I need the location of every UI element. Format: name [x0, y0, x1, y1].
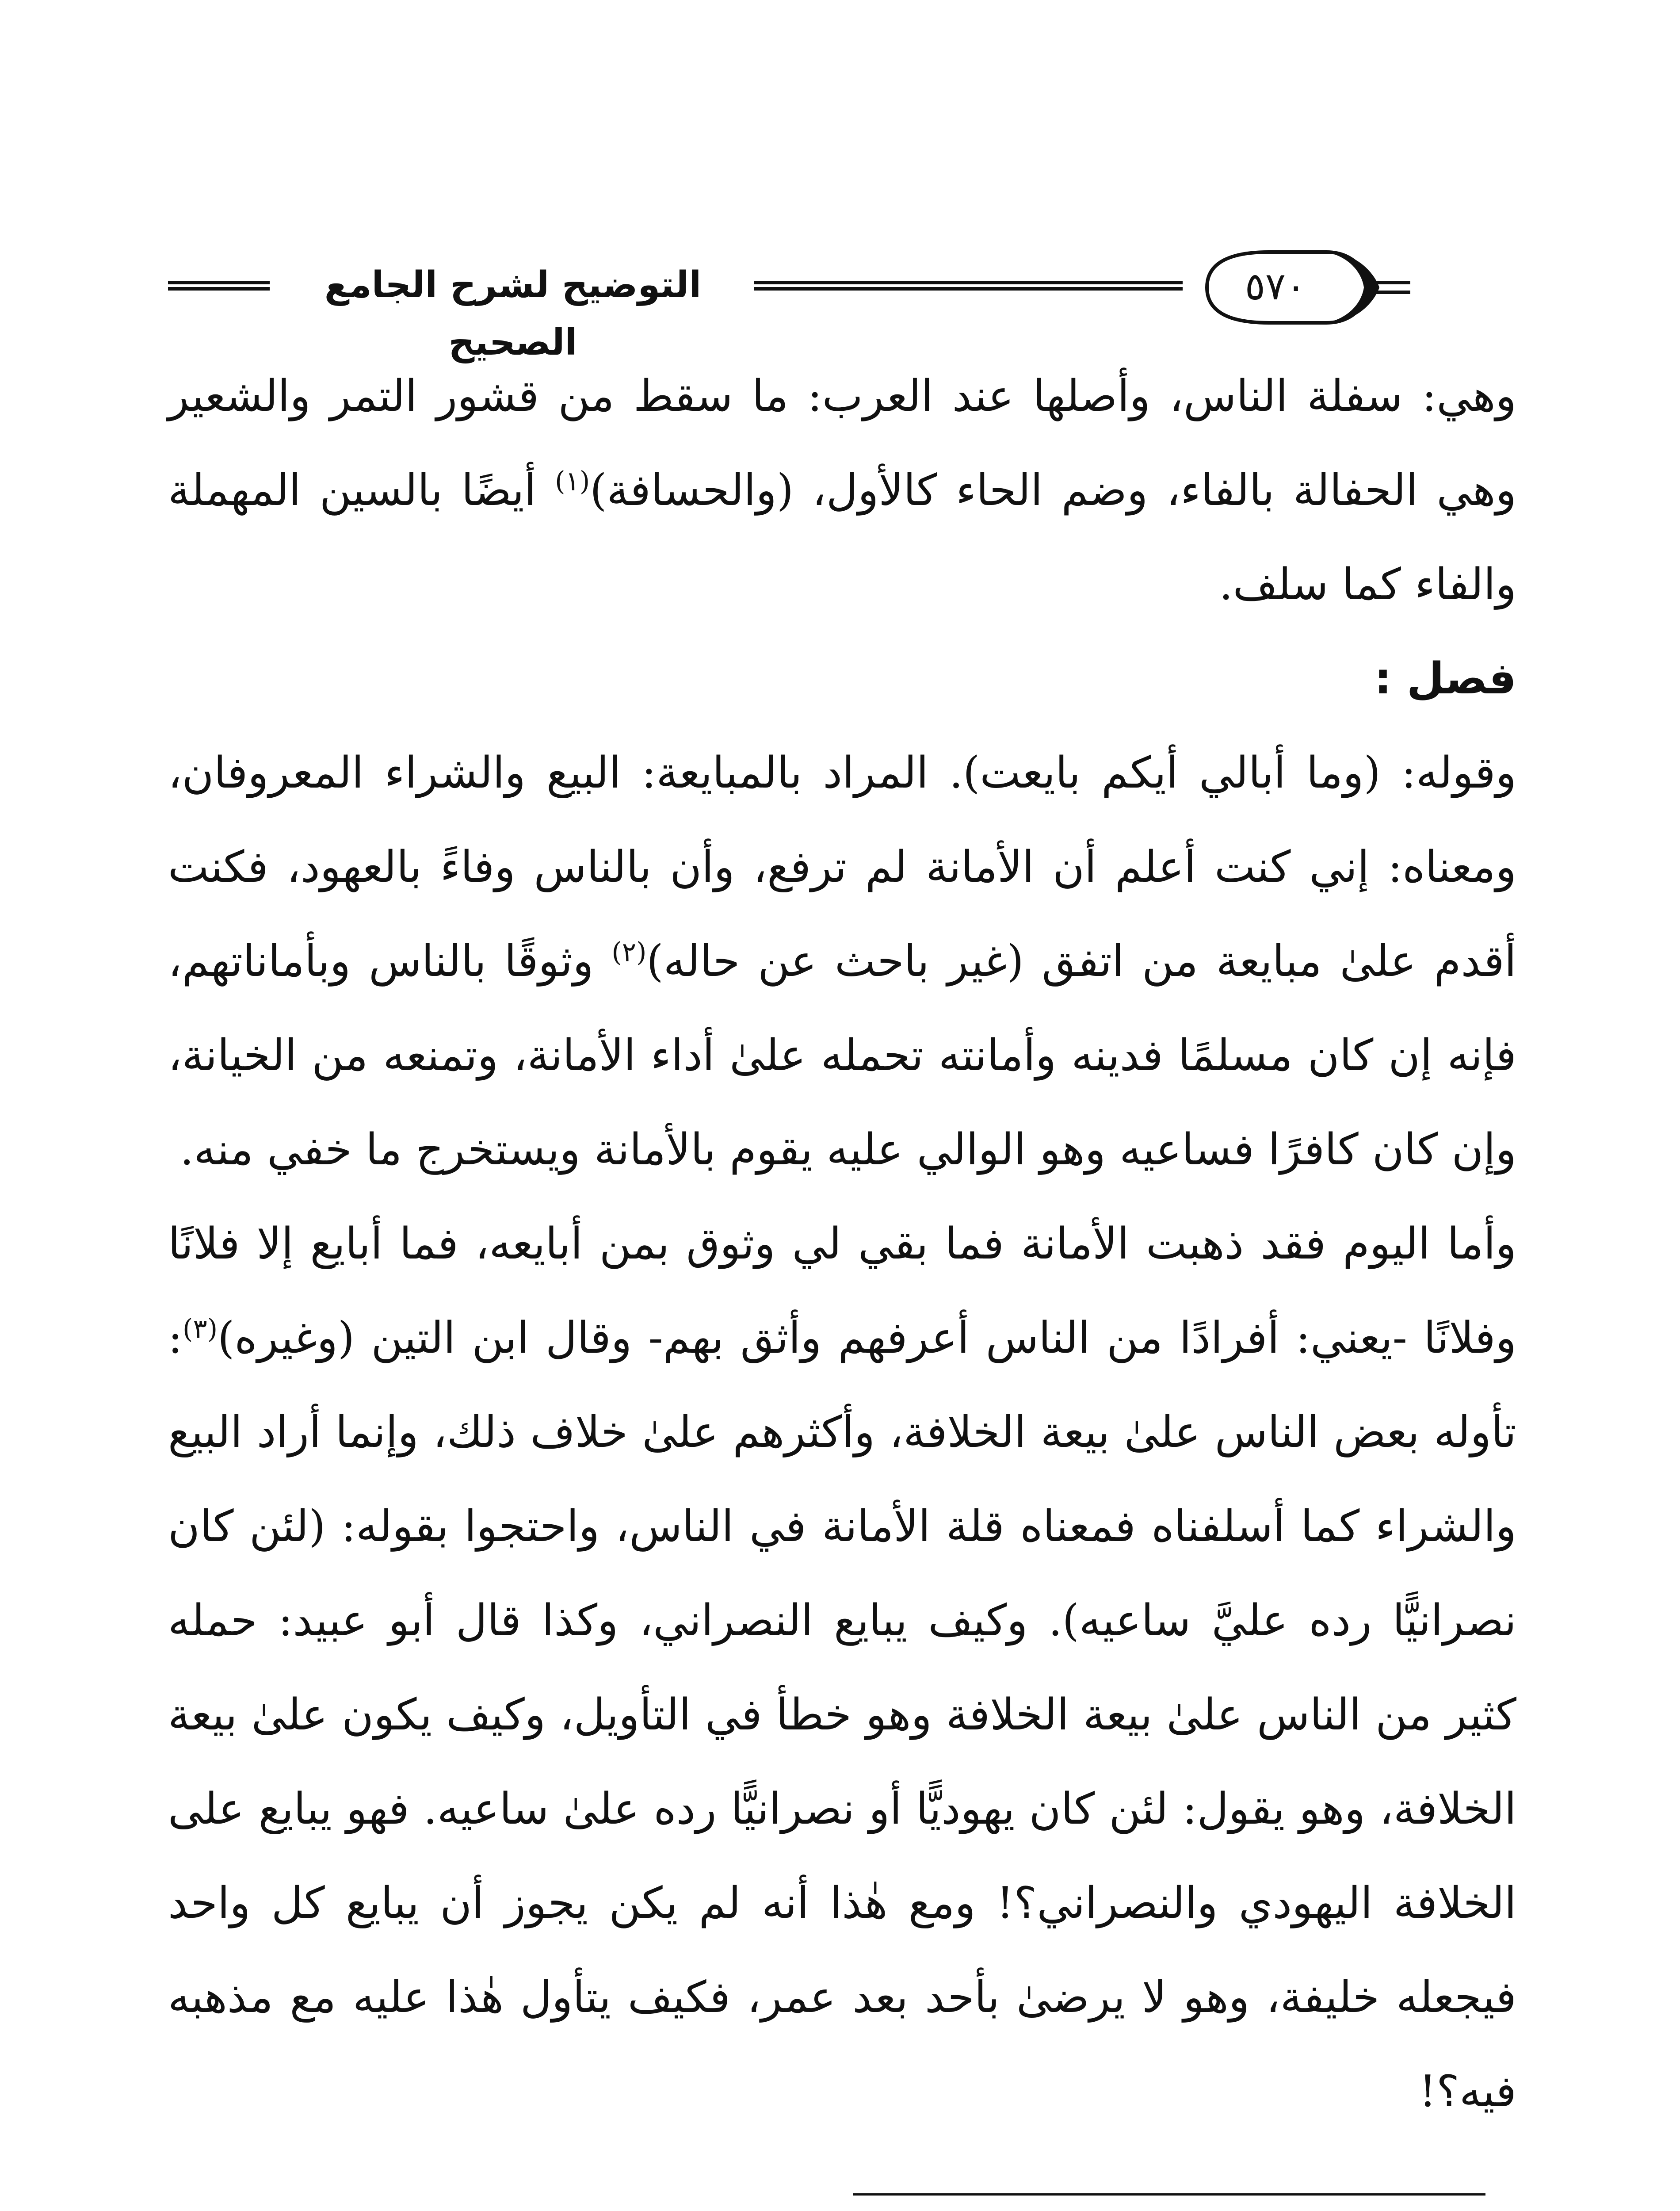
- running-title: التوضيح لشرح الجامع الصحيح: [324, 264, 702, 363]
- header-rule-left: [168, 281, 270, 291]
- header-rule-middle: [754, 281, 1183, 291]
- footnote-ref-3[interactable]: (٣): [183, 1313, 218, 1345]
- paragraph-2-text-b: وثوقًا بالناس وبأماناتهم، فإنه إن كان مسلمًا فدينه وأمانته تحمله علىٰ أداء الأمانة، وتمنعه من الخيانة، وإن كان كافرًا فساعيه وهو الوالي عليه يقوم بالأمانة ويستخرج ما خفي منه.: [168, 936, 1516, 1175]
- page-header: [168, 239, 1516, 363]
- paragraph-2: [168, 726, 1516, 1197]
- paragraph-3-text-b: : تأوله بعض الناس علىٰ بيعة الخلافة، وأكثرهم علىٰ خلاف ذلك، وإنما أراد البيع والشراء كما أسلفناه فمعناه قلة الأمانة في الناس، واحتجوا بقوله: (لئن كان نصرانيًّا رده عليَّ ساعيه). وكيف يبايع النصراني، وكذا قال أبو عبيد: حمله كثير من الناس علىٰ بيعة الخلافة وهو خطأ في التأويل، وكيف يكون علىٰ بيعة الخلافة، وهو يقول: لئن كان يهوديًّا أو نصرانيًّا رده علىٰ ساعيه. فهو يبايع على الخلافة اليهودي والنصراني؟! ومع هٰذا أنه لم يكن يجوز أن يبايع كل واحد فيجعله خليفة، وهو لا يرضىٰ بأحد بعد عمر، فكيف يتأول هٰذا عليه مع مذهبه فيه؟!: [168, 1313, 1516, 2117]
- footnote-separator: [853, 2193, 1485, 2196]
- paragraph-3: [168, 1197, 1516, 2139]
- footnote-ref-2[interactable]: (٢): [611, 937, 647, 968]
- paragraph-1-text-a: وهي: سفلة الناس، وأصلها عند العرب: ما سقط من قشور التمر والشعير وهي الحفالة بالفاء، وضم الحاء كالأول، (والحسافة): [168, 371, 1517, 516]
- section-heading: فصل :: [1374, 654, 1516, 704]
- paragraph-1: [168, 349, 1516, 632]
- footnote-ref-1[interactable]: (١): [555, 466, 590, 497]
- paragraph-1-text-b: أيضًا بالسين المهملة والفاء كما سلف.: [168, 465, 1516, 610]
- page-number: ٥٧٠: [1245, 264, 1306, 309]
- paragraph-2-text-a: وقوله: (وما أبالي أيكم بايعت). المراد بالمبايعة: البيع والشراء المعروفان، ومعناه: إني كنت أعلم أن الأمانة لم ترفع، وأن بالناس وفاءً بالعهود، فكنت أقدم علىٰ مبايعة من اتفق (غير باحث عن حاله): [168, 748, 1516, 987]
- main-text: [168, 349, 1516, 2139]
- paragraph-3-text-a: وأما اليوم فقد ذهبت الأمانة فما بقي لي وثوق بمن أبايعه، فما أبايع إلا فلانًا وفلانًا -يعني: أفرادًا من الناس أعرفهم وأثق بهم- وقال ابن التين (وغيره): [168, 1219, 1516, 1363]
- page-number-badge: [1180, 243, 1410, 332]
